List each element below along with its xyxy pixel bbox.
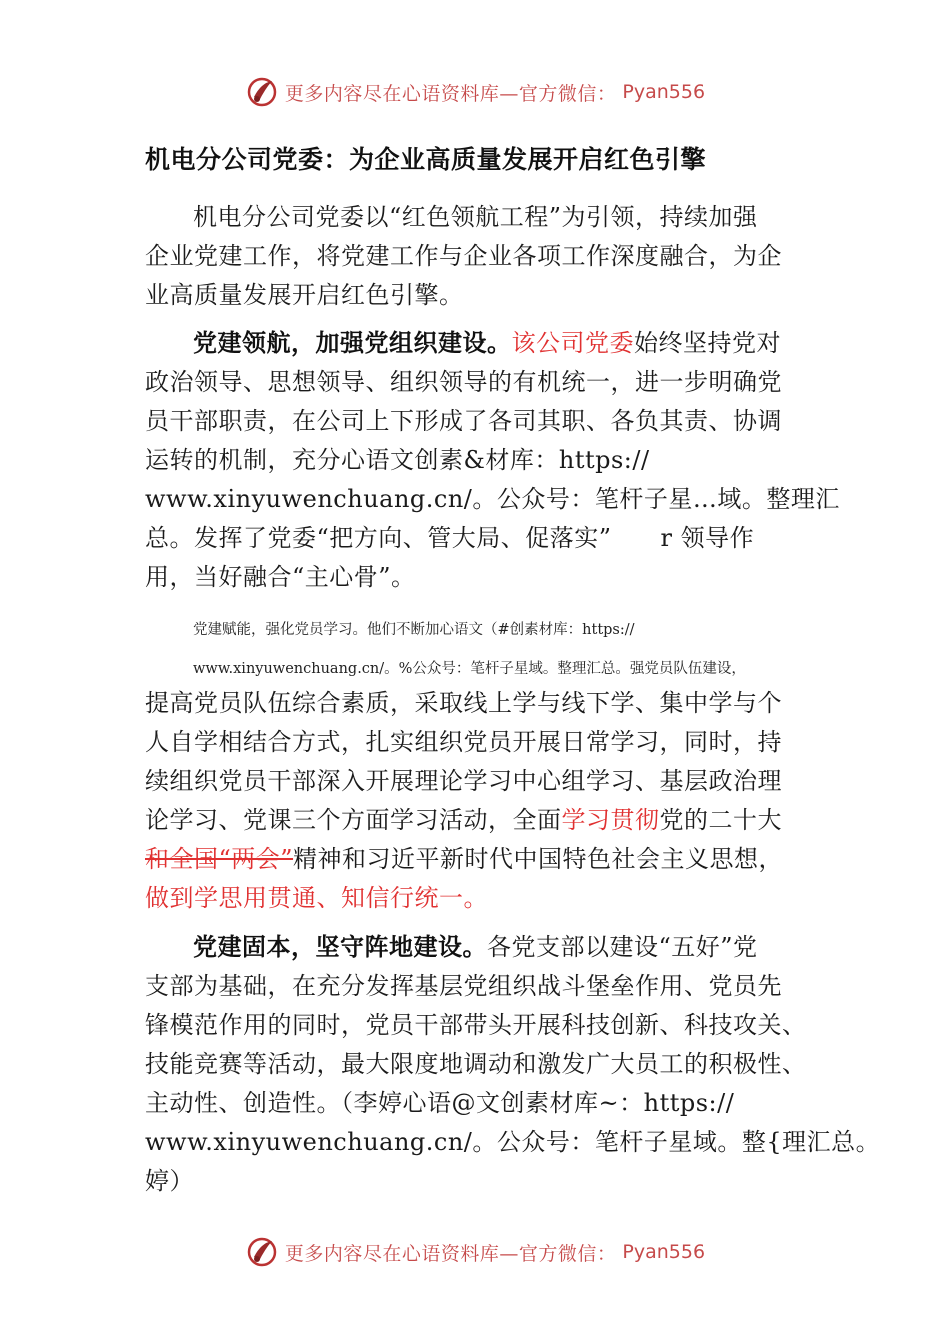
text-line: 员干部职责，在公司上下形成了各司其职、各负其责、协调 (145, 407, 782, 435)
text-line: 机电分公司党委以“红色领航工程”为引领，持续加强 (193, 203, 758, 231)
text-run: 党的二十大 (659, 806, 782, 834)
text-line: 提高党员队伍综合素质，采取线上学与线下学、集中学与个 (145, 689, 782, 717)
highlight-text: 学习贯彻 (561, 806, 660, 834)
text-line: 总。发挥了党委“把方向、管大局、促落实” r 领导作 (145, 524, 755, 552)
text-line: 政治领导、思想领导、组织领导的有机统一，进一步明确党 (145, 368, 782, 396)
text-line: 技能竞赛等活动，最大限度地调动和激发广大员工的积极性、 (145, 1050, 807, 1078)
text-run: 精神和习近平新时代中国特色社会主义思想， (293, 845, 784, 873)
section-heading: 党建领航，加强党组织建设。 (193, 329, 512, 357)
text-line (145, 879, 835, 918)
small-text-line: 党建赋能，强化党员学习。他们不断加心语文（#创素材库：https:// (193, 622, 635, 638)
text-line: 主动性、创造性。（李婷心语@文创素材库~：https:// (145, 1089, 735, 1117)
text-line (145, 324, 835, 363)
text-line: 支部为基础，在充分发挥基层党组织战斗堡垒作用、党员先 (145, 972, 782, 1000)
section-heading: 党建固本，坚守阵地建设。 (193, 933, 487, 961)
article-title: 机电分公司党委：为企业高质量发展开启红色引擎 (145, 145, 707, 174)
text-run: 论学习、党课三个方面学习活动，全面 (145, 806, 562, 834)
intro-paragraph (145, 198, 835, 315)
text-line: 续组织党员干部深入开展理论学习中心组学习、基层政治理 (145, 767, 782, 795)
text-line: 业高质量发展开启红色引擎。 (145, 281, 464, 309)
banner-wechat-id: Pyan556 (622, 1241, 706, 1263)
text-line: www.xinyuwenchuang.cn/。公众号：笔杆子星域。整{理汇总。 (145, 1128, 881, 1156)
brush-logo-icon (245, 1235, 279, 1269)
banner-text: 更多内容尽在心语资料库—官方微信： (284, 1242, 617, 1265)
small-text-line: www.xinyuwenchuang.cn/。%公众号：笔杆子星域。整理汇总。强党员队伍建设， (193, 661, 746, 677)
text-line: www.xinyuwenchuang.cn/。公众号：笔杆子星…域。整理汇 (145, 485, 840, 513)
text-run: 始终坚持党对 (634, 329, 781, 357)
header-banner (0, 72, 950, 112)
highlight-text: 该公司党委 (511, 329, 634, 357)
text-line (145, 928, 835, 967)
banner-text: 更多内容尽在心语资料库—官方微信： (284, 82, 617, 105)
brush-logo-icon (245, 75, 279, 109)
highlight-text: 做到学思用贯通、知信行统一。 (145, 884, 488, 912)
footer-banner (0, 1232, 950, 1272)
text-line: 运转的机制，充分心语文创素&材库：https:// (145, 446, 650, 474)
text-run: 各党支部以建设“五好”党 (487, 933, 758, 961)
text-line (145, 840, 835, 879)
text-line: 企业党建工作，将党建工作与企业各项工作深度融合，为企 (145, 242, 782, 270)
section-foundation (145, 928, 881, 1201)
section-leadership (145, 324, 840, 597)
banner-wechat-id: Pyan556 (622, 81, 706, 103)
section-study (145, 684, 835, 918)
text-line (145, 801, 835, 840)
text-line: 人自学相结合方式，扎实组织党员开展日常学习，同时，持 (145, 728, 782, 756)
text-line: 锋模范作用的同时，党员干部带头开展科技创新、科技攻关、 (145, 1011, 807, 1039)
deleted-text: 和全国“两会” (145, 845, 294, 873)
text-line: 用，当好融合“主心骨”。 (145, 563, 416, 591)
text-line: 婷） (145, 1167, 194, 1195)
